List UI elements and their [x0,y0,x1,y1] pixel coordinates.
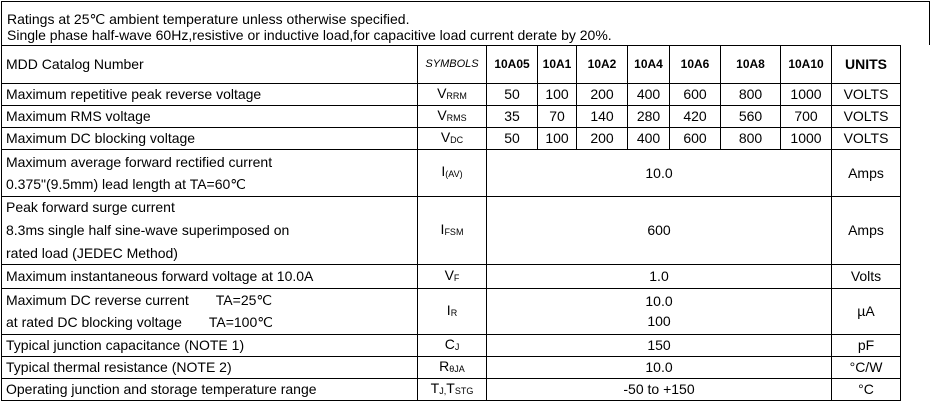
units-cell: VOLTS [832,128,901,150]
note-load: Single phase half-wave 60Hz,resistive or inductive load,for capacitive load current derate by 20%. [7,27,612,43]
units-cell: Amps [832,150,901,197]
table-row [2,106,901,128]
value-cell: 1000 [781,128,832,150]
table-row [2,379,901,401]
symbol: $I_{(AV)}$ [418,150,487,197]
value-cell: 200 [577,128,628,150]
table-row [2,357,901,379]
symbol: $V_{DC}$ [418,128,487,150]
value-cell: 400 [628,128,670,150]
table-row [2,265,901,289]
value-cell: 700 [781,106,832,128]
value-cell: 50 [487,84,538,106]
units-cell: °C/W [832,357,901,379]
value-cell: 10.0 [487,357,832,379]
value-cell: 1000 [781,84,832,106]
part-header: 10A6 [670,46,721,84]
value-cell: 800 [721,84,781,106]
symbol: $R_{\theta JA}$ [418,357,487,379]
value-cell: 50 [487,128,538,150]
units-cell: Volts [832,265,901,289]
value-cell: 140 [577,106,628,128]
value-cell: 1.0 [487,265,832,289]
param-label: Peak forward surge current 8.3ms single half sine-wave superimposed on rated load (JEDEC Method) [2,197,418,265]
symbol: $T_{J,}T_{STG}$ [418,379,487,401]
table-row [2,150,901,197]
table-row [2,197,901,265]
value-cell: 600 [670,128,721,150]
table-row [2,289,901,335]
symbol: $I_R$ [418,289,487,335]
value-cell: 600 [670,84,721,106]
param-label: Maximum average forward rectified current 0.375"(9.5mm) lead length at TA=60℃ [2,150,418,197]
value-cell: 10.0 [487,150,832,197]
units-cell: VOLTS [832,106,901,128]
param-label: Operating junction and storage temperature range [2,379,418,401]
table-row [2,335,901,357]
value-cell: 150 [487,335,832,357]
param-label: Maximum RMS voltage [2,106,418,128]
value-cell: 800 [721,128,781,150]
units-cell: °C [832,379,901,401]
units-cell: VOLTS [832,84,901,106]
param-label: Maximum repetitive peak reverse voltage [2,84,418,106]
symbols-label: SYMBOLS [418,46,487,84]
part-header: 10A10 [781,46,832,84]
value-cell: 200 [577,84,628,106]
part-header: 10A8 [721,46,781,84]
notes-box [1,1,930,45]
value-cell: 35 [487,106,538,128]
part-header: 10A2 [577,46,628,84]
table-row [2,84,901,106]
ratings-table [1,45,901,401]
value-cell: 70 [538,106,577,128]
units-cell: µA [832,289,901,335]
value-cell: -50 to +150 [487,379,832,401]
value-cell: 100 [538,84,577,106]
symbol: $V_F$ [418,265,487,289]
param-label: Typical thermal resistance (NOTE 2) [2,357,418,379]
value-cell: 420 [670,106,721,128]
units-cell: Amps [832,197,901,265]
value-cell: 100 [538,128,577,150]
part-header: 10A05 [487,46,538,84]
param-label: Typical junction capacitance (NOTE 1) [2,335,418,357]
symbol: $V_{RRM}$ [418,84,487,106]
symbol: $I_{FSM}$ [418,197,487,265]
param-label: Maximum DC blocking voltage [2,128,418,150]
value-cell: 600 [487,197,832,265]
symbol: $V_{RMS}$ [418,106,487,128]
symbol: $C_J$ [418,335,487,357]
value-cell: 10.0 100 [487,289,832,335]
note-ambient: Ratings at 25℃ ambient temperature unless otherwise specified. [7,11,410,27]
units-cell: pF [832,335,901,357]
table-row [2,128,901,150]
units-header: UNITS [832,46,901,84]
value-cell: 280 [628,106,670,128]
catalog-label: MDD Catalog Number [2,46,418,84]
value-cell: 400 [628,84,670,106]
param-label: Maximum DC reverse current TA=25℃ at rated DC blocking voltage TA=100℃ [2,289,418,335]
part-header: 10A1 [538,46,577,84]
param-label: Maximum instantaneous forward voltage at 10.0A [2,265,418,289]
value-cell: 560 [721,106,781,128]
part-header: 10A4 [628,46,670,84]
header-row [2,46,901,84]
